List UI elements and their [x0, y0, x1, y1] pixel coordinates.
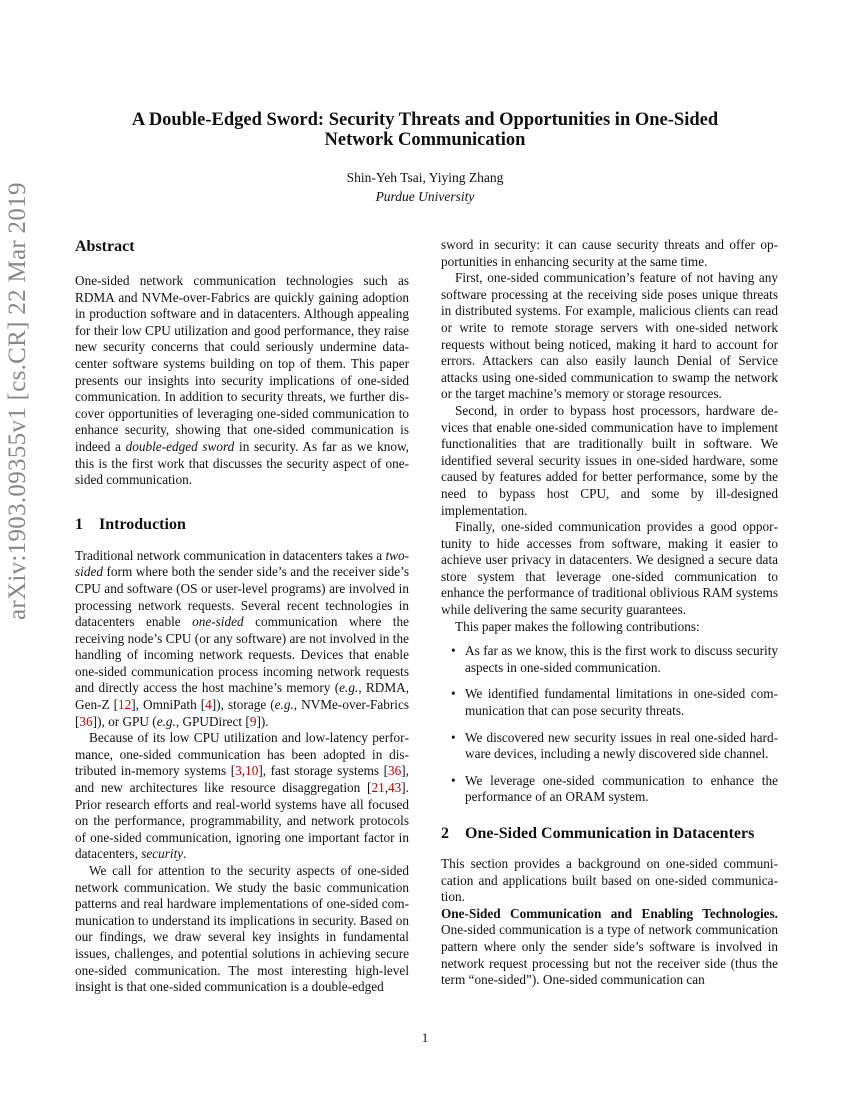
citation-link[interactable]: 10: [245, 763, 259, 779]
title-line-2: Network Communication: [324, 130, 526, 150]
text-run: ], OmniPath [: [131, 697, 206, 713]
citation-link[interactable]: 21: [371, 780, 385, 796]
contribution-item: • We identified fundamental limitations in one-sided communication that can pose security threats.: [465, 686, 778, 719]
text-run: One-Sided Communication and Enabling Technologies.: [441, 905, 778, 921]
section-2-heading: [441, 824, 778, 844]
body-paragraph: [441, 270, 778, 403]
text-run: double-edged sword: [125, 438, 235, 454]
arxiv-stamp: arXiv:1903.09355v1 [cs.CR] 22 Mar 2019: [4, 182, 31, 620]
text-run: ], fast storage systems [: [258, 763, 389, 779]
text-run: ,: [241, 763, 246, 779]
text-run: communication where the receiving node’s CPU (or any software) are not involved in the handling of incoming network requests. Devices that enable one-sided communication process incoming network requests and directly access the host machine’s memory (: [75, 614, 409, 696]
text-run: one-sided: [192, 614, 244, 630]
text-run: e.g.: [156, 713, 176, 729]
section-title: Introduction: [99, 515, 186, 533]
text-run: , GPUDirect [: [175, 713, 250, 729]
authors: Shin-Yeh Tsai, Yiying Zhang: [346, 170, 504, 185]
text-run: First, one-sided communication’s feature of not having any software processing at the receiving side poses unique threats in distributed systems. For example, malicious clients can read or write to remote storage servers with one-sided network requests without being noticed, making it hard to account for errors. Attackers can also easily launch Denial of Service attacks using one-sided communication to swamp the network or the target machine’s memory or storage resources.: [441, 270, 778, 402]
body-paragraph: [441, 619, 778, 636]
section-number: 2: [441, 825, 449, 842]
intro-paragraph: [75, 548, 409, 731]
body-paragraph: [441, 403, 778, 519]
body-paragraph: [441, 519, 778, 619]
text-run: , NVMe-over-Fabrics [: [75, 697, 410, 729]
body-paragraph: [441, 237, 778, 270]
section-title: One-Sided Communication in Datacenters: [465, 825, 755, 842]
contribution-item: • As far as we know, this is the first work to discuss security aspects in one-sided communication.: [465, 643, 778, 676]
text-run: , RDMA, Gen-Z [: [75, 680, 410, 713]
citation-link[interactable]: 43: [388, 780, 402, 796]
text-run: Because of its low CPU utilization and low-latency performance, one-sided communication has been adopted in distributed in-memory systems [: [75, 730, 409, 779]
text-run: ], and new architectures like resource disaggregation [: [75, 763, 409, 796]
contribution-item: • We leverage one-sided communication to enhance the performance of an ORAM system.: [465, 773, 778, 806]
contributions-list: [441, 643, 778, 806]
text-run: e.g.: [274, 697, 294, 713]
text-run: We call for attention to the security aspects of one-sided network communication. We study the basic communication patterns and real hardware implementations of one-sided communication to understand its implications in security. Based on our findings, we draw several key insights in fundamental issues, challenges, and potential solutions in achieving secure one-sided communication. The most interesting high-level insight is that one-sided communication is a double-edged: [75, 863, 409, 995]
citation-link[interactable]: 36: [388, 763, 402, 779]
text-run: in security. As far as we know, this is the first work that discusses the security aspect of one-sided communication.: [75, 438, 409, 488]
text-run: One-sided network communication technologies such as RDMA and NVMe-over-Fabrics are quickly gaining adoption in production software and in datacenters. Although appealing for their low CPU utilization and good performance, they raise new security concerns that could seriously undermine datacenter software systems building on top of them. This paper presents our insights into security implications of one-sided communication. In addition to security threats, we further discover opportunities of leveraging one-sided communication to enhance security, showing that one-sided communication is indeed a: [75, 273, 409, 454]
right-column: [441, 237, 778, 989]
text-run: .: [183, 846, 187, 862]
abstract-text: [75, 273, 409, 489]
abstract-heading: Abstract: [75, 238, 135, 255]
left-column: [75, 237, 409, 996]
affiliation: Purdue University: [375, 189, 475, 204]
text-run: This paper makes the following contributions:: [455, 618, 700, 634]
text-run: sword in security: it can cause security threats and offer opportunities in enhancing security at the same time.: [441, 237, 778, 269]
text-run: ]), or GPU (: [92, 713, 157, 729]
citation-link[interactable]: 36: [79, 713, 93, 729]
section-number: 1: [75, 515, 83, 533]
title-line-1: A Double-Edged Sword: Security Threats and Opportunities in One-Sided: [131, 110, 719, 130]
text-run: security: [141, 846, 184, 862]
page-number: 1: [421, 1030, 429, 1045]
text-run: form where both the sender side’s and the receiver side’s CPU and software (OS or user-level programs) are involved in processing network requests. Several recent technologies in datacenters enable: [75, 564, 409, 630]
intro-paragraph: [75, 730, 409, 863]
text-run: e.g.: [339, 680, 359, 696]
intro-paragraph: [75, 863, 409, 996]
text-run: Finally, one-sided communication provides a good opportunity to hide accesses from software, making it easier to achieve user privacy in datacenters. We designed a secure data store system that leverage one-sided communication to enhance the performance of traditional oblivious RAM systems while delivering the same security guarantees.: [441, 519, 778, 618]
text-run: ,: [384, 780, 389, 796]
citation-link[interactable]: 9: [249, 713, 257, 729]
text-run: This section provides a background on one-sided communication and applications built based on one-sided communication.: [441, 856, 778, 905]
text-run: ]. Prior research efforts and real-world systems have all focused on the performance, programmability, and network protocols of one-sided communication, ignoring one important factor in datacenters,: [75, 780, 409, 862]
section-2-intro: [441, 856, 778, 906]
text-run: Traditional network communication in datacenters takes a: [75, 547, 386, 563]
text-run: two-sided: [75, 547, 409, 580]
text-run: Second, in order to bypass host processors, hardware devices that enable one-sided communication have to implement functionalities that are traditionally built in software. We identified several security issues in one-sided hardware, some caused by features added for better performance, some by the need to bypass host CPU, and some by ill-designed implementation.: [441, 402, 778, 518]
text-run: ]).: [256, 713, 269, 729]
citation-link[interactable]: 12: [118, 697, 132, 713]
section-1-heading: [75, 515, 409, 535]
text-run: One-sided communication is a type of network communication pattern where only the sender side’s software is involved in network request processing but not the receiver side (thus the term “one-sided”). One-sided communication can: [441, 922, 778, 988]
citation-link[interactable]: 3: [235, 763, 242, 779]
contribution-item: • We discovered new security issues in real one-sided hardware devices, including a newly discovered side channel.: [465, 730, 778, 763]
citation-link[interactable]: 4: [205, 697, 212, 713]
text-run: ]), storage (: [211, 697, 275, 713]
paper-title: [60, 110, 790, 150]
section-2-paragraph: [441, 906, 778, 989]
